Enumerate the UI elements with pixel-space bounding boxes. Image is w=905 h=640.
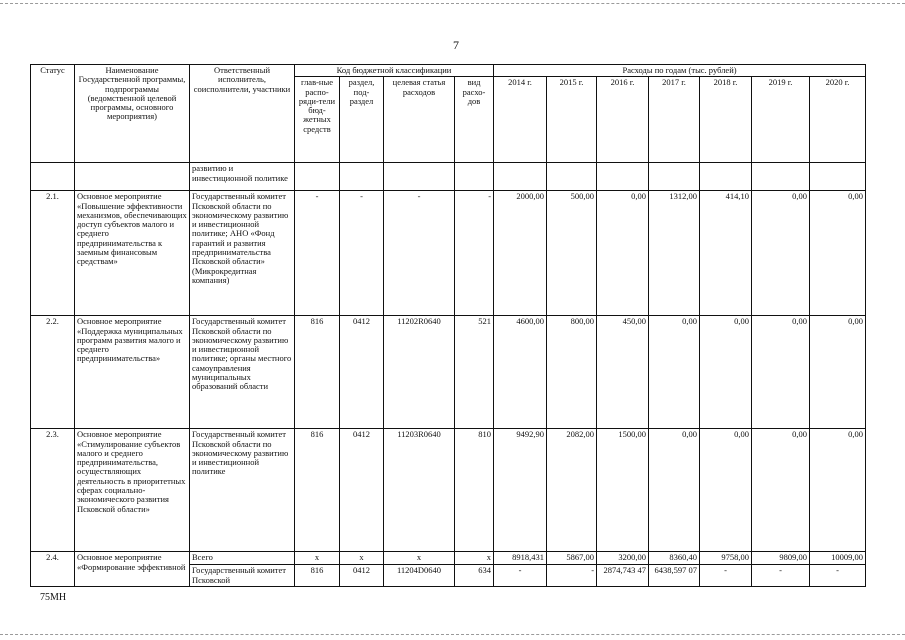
status-cell: 2.4. bbox=[31, 552, 75, 587]
section-cell: - bbox=[340, 191, 384, 316]
header-target: целевая статья расходов bbox=[384, 77, 455, 163]
header-status: Статус bbox=[31, 65, 75, 163]
grbs-cell: 816 bbox=[295, 429, 340, 552]
header-year: 2018 г. bbox=[700, 77, 752, 163]
section-cell: x bbox=[340, 552, 384, 565]
status-cell: 2.1. bbox=[31, 191, 75, 316]
scan-edge-top bbox=[0, 3, 905, 4]
value-cell: 9809,00 bbox=[752, 552, 810, 565]
value-cell: 5867,00 bbox=[547, 552, 597, 565]
section-cell: 0412 bbox=[340, 565, 384, 587]
header-name: Наименование Государственной программы, подпрограммы (ведомственной целевой программы, основного мероприятия) bbox=[75, 65, 190, 163]
value-cell: 0,00 bbox=[752, 316, 810, 429]
header-row-1 bbox=[31, 65, 866, 77]
value-cell: 500,00 bbox=[547, 191, 597, 316]
name-cell: Основное мероприятие «Формирование эффективной bbox=[75, 552, 190, 587]
page-number: 7 bbox=[453, 38, 459, 52]
executor-cell: Государственный комитет Псковской области по экономическому развитию и инвестиционной политике; органы местного самоуправления муниципальных образований области bbox=[190, 316, 295, 429]
grbs-cell: 816 bbox=[295, 565, 340, 587]
value-cell: 2082,00 bbox=[547, 429, 597, 552]
grbs-cell: x bbox=[295, 552, 340, 565]
header-section: раздел, под-раздел bbox=[340, 77, 384, 163]
status-cell bbox=[31, 163, 75, 191]
value-cell: 1312,00 bbox=[649, 191, 700, 316]
header-type: вид расхо-дов bbox=[455, 77, 494, 163]
status-cell: 2.3. bbox=[31, 429, 75, 552]
header-budget-code: Код бюджетной классификации bbox=[295, 65, 494, 77]
table-row bbox=[31, 316, 866, 429]
value-cell: 0,00 bbox=[597, 191, 649, 316]
name-cell: Основное мероприятие «Поддержка муниципальных программ развития малого и среднего предпринимательства» bbox=[75, 316, 190, 429]
budget-table bbox=[30, 64, 866, 587]
value-cell: 0,00 bbox=[752, 191, 810, 316]
name-cell: Основное мероприятие «Стимулирование субъектов малого и среднего предпринимательства, осуществляющих деятельность в приоритетных сферах социально-экономического развития Псковской области» bbox=[75, 429, 190, 552]
header-expenses: Расходы по годам (тыс. рублей) bbox=[494, 65, 866, 77]
value-cell: 0,00 bbox=[752, 429, 810, 552]
grbs-cell: 816 bbox=[295, 316, 340, 429]
value-cell: 2874,743 47 bbox=[597, 565, 649, 587]
target-cell: 11204D0640 bbox=[384, 565, 455, 587]
value-cell: 800,00 bbox=[547, 316, 597, 429]
grbs-cell: - bbox=[295, 191, 340, 316]
header-year: 2019 г. bbox=[752, 77, 810, 163]
value-cell: 0,00 bbox=[649, 429, 700, 552]
value-cell: 0,00 bbox=[810, 191, 866, 316]
type-cell: x bbox=[455, 552, 494, 565]
name-cell: Основное мероприятие «Повышение эффективности механизмов, обеспечивающих доступ субъектов малого и среднего предпринимательства к заемным финансовым средствам» bbox=[75, 191, 190, 316]
value-cell: 1500,00 bbox=[597, 429, 649, 552]
value-cell: 9492,90 bbox=[494, 429, 547, 552]
value-cell: 6438,597 07 bbox=[649, 565, 700, 587]
value-cell: 0,00 bbox=[810, 316, 866, 429]
value-cell: - bbox=[547, 565, 597, 587]
value-cell: 450,00 bbox=[597, 316, 649, 429]
value-cell: 10009,00 bbox=[810, 552, 866, 565]
value-cell: 4600,00 bbox=[494, 316, 547, 429]
value-cell: - bbox=[810, 565, 866, 587]
scan-edge-bottom bbox=[0, 634, 905, 635]
value-cell: 414,10 bbox=[700, 191, 752, 316]
type-cell: 521 bbox=[455, 316, 494, 429]
target-cell: 11202R0640 bbox=[384, 316, 455, 429]
carry-over-row bbox=[31, 163, 866, 191]
header-year: 2016 г. bbox=[597, 77, 649, 163]
header-grbs: глав-ные распо-ряди-тели бюд-жетных средств bbox=[295, 77, 340, 163]
header-year: 2014 г. bbox=[494, 77, 547, 163]
value-cell: 8360,40 bbox=[649, 552, 700, 565]
executor-cell: Государственный комитет Псковской bbox=[190, 565, 295, 587]
header-executor: Ответственный исполнитель, соисполнители, участники bbox=[190, 65, 295, 163]
header-year: 2015 г. bbox=[547, 77, 597, 163]
name-cell bbox=[75, 163, 190, 191]
section-cell: 0412 bbox=[340, 316, 384, 429]
value-cell: 3200,00 bbox=[597, 552, 649, 565]
executor-cell: развитию и инвестиционной политике bbox=[190, 163, 295, 191]
section-cell: 0412 bbox=[340, 429, 384, 552]
value-cell: 0,00 bbox=[700, 316, 752, 429]
value-cell: - bbox=[700, 565, 752, 587]
header-year: 2017 г. bbox=[649, 77, 700, 163]
value-cell: - bbox=[494, 565, 547, 587]
value-cell: - bbox=[752, 565, 810, 587]
type-cell: - bbox=[455, 191, 494, 316]
type-cell: 634 bbox=[455, 565, 494, 587]
table-row bbox=[31, 429, 866, 552]
footer-mark: 75МН bbox=[40, 592, 67, 603]
table-row bbox=[31, 191, 866, 316]
target-cell: 11203R0640 bbox=[384, 429, 455, 552]
value-cell: 9758,00 bbox=[700, 552, 752, 565]
header-year: 2020 г. bbox=[810, 77, 866, 163]
value-cell: 8918,431 bbox=[494, 552, 547, 565]
type-cell: 810 bbox=[455, 429, 494, 552]
value-cell: 2000,00 bbox=[494, 191, 547, 316]
executor-cell: Государственный комитет Псковской области по экономическому развитию и инвестиционной политике bbox=[190, 429, 295, 552]
value-cell: 0,00 bbox=[649, 316, 700, 429]
target-cell: x bbox=[384, 552, 455, 565]
target-cell: - bbox=[384, 191, 455, 316]
executor-cell: Государственный комитет Псковской области по экономическому развитию и инвестиционной политике; АНО «Фонд гарантий и развития предпринимательства Псковской области» (Микрокредитная компания) bbox=[190, 191, 295, 316]
value-cell: 0,00 bbox=[810, 429, 866, 552]
status-cell: 2.2. bbox=[31, 316, 75, 429]
executor-cell: Всего bbox=[190, 552, 295, 565]
value-cell: 0,00 bbox=[700, 429, 752, 552]
table-row bbox=[31, 552, 866, 565]
